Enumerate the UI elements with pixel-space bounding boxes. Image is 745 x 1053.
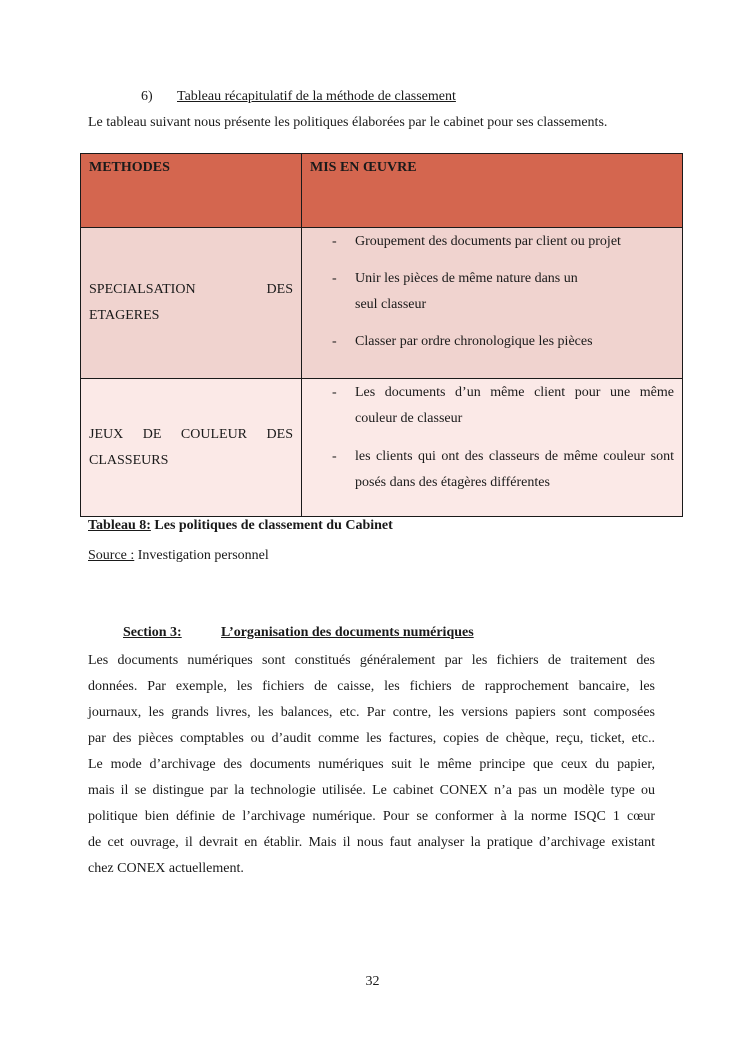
implementation-cell — [302, 379, 683, 517]
method-line: ETAGERES — [89, 308, 160, 323]
intro-text: Le tableau suivant nous présente les politiques élaborées par le cabinet pour ses classements. — [88, 115, 608, 130]
page-number: 32 — [365, 974, 380, 989]
table-header-cell — [302, 154, 683, 228]
caption-label: Tableau 8: — [88, 518, 151, 533]
paragraph-line: Les documents numériques sont constitués généralement par les fichiers de traitement des — [88, 653, 655, 668]
implementation-list — [302, 228, 682, 355]
section-heading — [123, 625, 474, 641]
paragraph-line: politique bien définie de l’archivage numérique. Pour se conformer à la norme ISQC 1 cœur — [88, 809, 655, 824]
caption-text: Les politiques de classement du Cabinet — [150, 518, 393, 533]
table-header-cell — [81, 154, 302, 228]
list-item: - les clients qui ont des classeurs de même couleur sont posés dans des étagères différentes — [332, 444, 674, 496]
source-text: Investigation personnel — [134, 548, 269, 563]
table-header-row — [81, 154, 683, 228]
paragraph-line: chez CONEX actuellement. — [88, 861, 244, 876]
implementation-cell — [302, 228, 683, 379]
subsection-title: Tableau récapitulatif de la méthode de classement — [177, 89, 456, 104]
paragraph-line: journaux, les grands livres, les balances, etc. Par contre, les versions papiers sont composées — [88, 705, 655, 720]
section-label: Section 3: — [123, 625, 182, 640]
list-item: - Classer par ordre chronologique les pièces — [332, 329, 674, 355]
paragraph-line: données. Par exemple, les fichiers de caisse, les fichiers de rapprochement bancaire, les — [88, 679, 655, 694]
implementation-list — [302, 379, 682, 496]
table-caption — [88, 518, 393, 534]
method-line: JEUX DE COULEUR DES — [89, 426, 293, 442]
list-item-line: seul classeur — [355, 297, 427, 312]
header-mise-en-oeuvre: MIS EN ŒUVRE — [310, 160, 417, 175]
list-item — [332, 266, 674, 318]
list-item: - Groupement des documents par client ou projet — [332, 229, 674, 255]
method-cell — [81, 228, 302, 379]
classification-table — [80, 153, 683, 517]
list-item-line: Unir les pièces de même nature dans un — [355, 271, 578, 286]
method-cell — [81, 379, 302, 517]
source-label: Source : — [88, 548, 135, 563]
paragraph-line: de cet ouvrage, il devrait en établir. Mais il nous faut analyser la pratique d’archivage existant — [88, 835, 655, 850]
table-row — [81, 228, 683, 379]
method-line: CLASSEURS — [89, 452, 169, 468]
subsection-heading — [141, 89, 456, 105]
section-title: L’organisation des documents numériques — [221, 625, 474, 640]
method-word: DES — [266, 282, 293, 297]
paragraph-line: Le mode d’archivage des documents numériques suit le même principe que ceux du papier, — [88, 757, 655, 772]
table-row — [81, 379, 683, 517]
subsection-number: 6) — [141, 89, 153, 104]
table-source — [88, 548, 269, 564]
method-word: SPECIALSATION — [89, 282, 196, 297]
body-paragraph — [88, 648, 655, 882]
list-item: - Les documents d’un même client pour une même couleur de classeur — [332, 380, 674, 432]
header-methodes: METHODES — [89, 160, 170, 175]
paragraph-line: mais il se distingue par la technologie utilisée. Le cabinet CONEX n’a pas un modèle type ou — [88, 783, 655, 798]
paragraph-line: par des pièces comptables ou d’audit comme les factures, copies de chèque, reçu, ticket, etc.. — [88, 731, 655, 746]
